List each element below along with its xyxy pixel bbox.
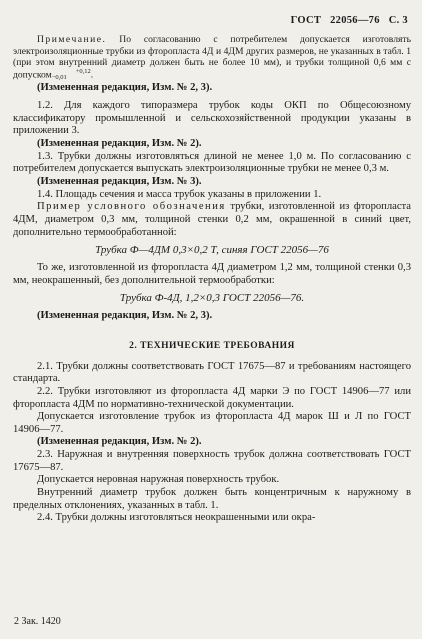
note-label: Примечание.: [37, 34, 107, 45]
paragraph-1-4: 1.4. Площадь сечения и масса трубок указаны в приложении 1.: [37, 188, 322, 200]
edit-note-1: (Измененная редакция, Изм. № 2, 3).: [37, 81, 213, 93]
note-tail: .: [90, 69, 94, 80]
page-content: [13, 34, 411, 525]
example-paragraph: [13, 201, 411, 239]
note-text: По согласованию с потребителем допускается изготовлять электроизоляционные трубки из фторопласта 4Д и 4ДМ других размеров, не указанных в табл. 1 (при этом внутренний диаметр должен быть не более 10 мм), и трубки толщиной 0,6 мм с допуском: [13, 34, 411, 80]
page-header: [285, 15, 408, 26]
example-label: Пример условного обозначения: [37, 201, 226, 213]
edit-note-2: (Измененная редакция, Изм. № 2).: [37, 138, 202, 150]
header-standard: ГОСТ: [290, 15, 322, 26]
paragraph-2-4: 2.4. Трубки должны изготовляться неокрашенными или окра-: [37, 512, 316, 524]
section-2-title: 2. ТЕХНИЧЕСКИЕ ТРЕБОВАНИЯ: [129, 341, 295, 352]
tolerance-upper: +0,12: [75, 67, 91, 75]
paragraph-inner: Внутренний диаметр трубок должен быть концентричным к наружному в пределных отклонениях, указанных в табл. 1.: [13, 486, 411, 511]
edit-note-5: (Измененная редакция, Изм. № 2).: [37, 436, 202, 448]
note-paragraph: [13, 34, 411, 82]
paragraph-2-1: 2.1. Трубки должны соответствовать ГОСТ 17675—87 и требованиям настоящего стандарта.: [13, 360, 411, 385]
header-number: 22056—76: [330, 15, 380, 26]
edit-note-3: (Измененная редакция, Изм. № 3).: [37, 176, 202, 188]
edit-note-4: (Измененная редакция, Изм. № 2, 3).: [37, 310, 213, 322]
paragraph-1-2: 1.2. Для каждого типоразмера трубок коды ОКП по Общесоюзному классификатору промышленной и сельскохозяйственной продукции указаны в приложении 3.: [13, 100, 411, 137]
paragraph-1-3: 1.3. Трубки должны изготовляться длиной не менее 1,0 м. По согласованию с потребителем допускается выпускать электроизоляционные трубки не менее 0,3 м.: [13, 150, 411, 175]
page-footer: 2 Зак. 1420: [14, 616, 61, 627]
paragraph-2-3: 2.3. Наружная и внутренняя поверхность трубок должна соответствовать ГОСТ 17675—87.: [13, 449, 411, 473]
example-formula: Трубка Ф—4ДМ 0,3×0,2 Т, синяя ГОСТ 22056—76: [95, 244, 329, 257]
example-text: трубки, изготовленной из фторопласта 4ДМ, диаметром 0,3 мм, толщиной стенки 0,2 мм, окрашенной в синий цвет, дополнительно термообработанной:: [13, 201, 411, 238]
header-page: С. 3: [388, 15, 408, 26]
paragraph-2-2: 2.2. Трубки изготовляют из фторопласта 4Д марки Э по ГОСТ 14906—77 или фторопласта 4ДМ по нормативно-технической документации.: [13, 386, 411, 410]
same-paragraph: То же, изготовленной из фторопласта 4Д диаметром 1,2 мм, толщиной стенки 0,3 мм, неокрашенный, без дополнительной термообработки:: [13, 262, 411, 286]
same-formula: Трубка Ф-4Д, 1,2×0,3 ГОСТ 22056—76.: [119, 292, 305, 305]
tolerance-lower: −0,01: [51, 74, 67, 81]
paragraph-allowed: Допускается изготовление трубок из фторопласта 4Д марок Ш и Л по ГОСТ 14906—77.: [13, 411, 411, 435]
tolerance-fraction: [51, 67, 94, 82]
paragraph-uneven: Допускается неровная наружная поверхность трубок.: [37, 474, 280, 486]
